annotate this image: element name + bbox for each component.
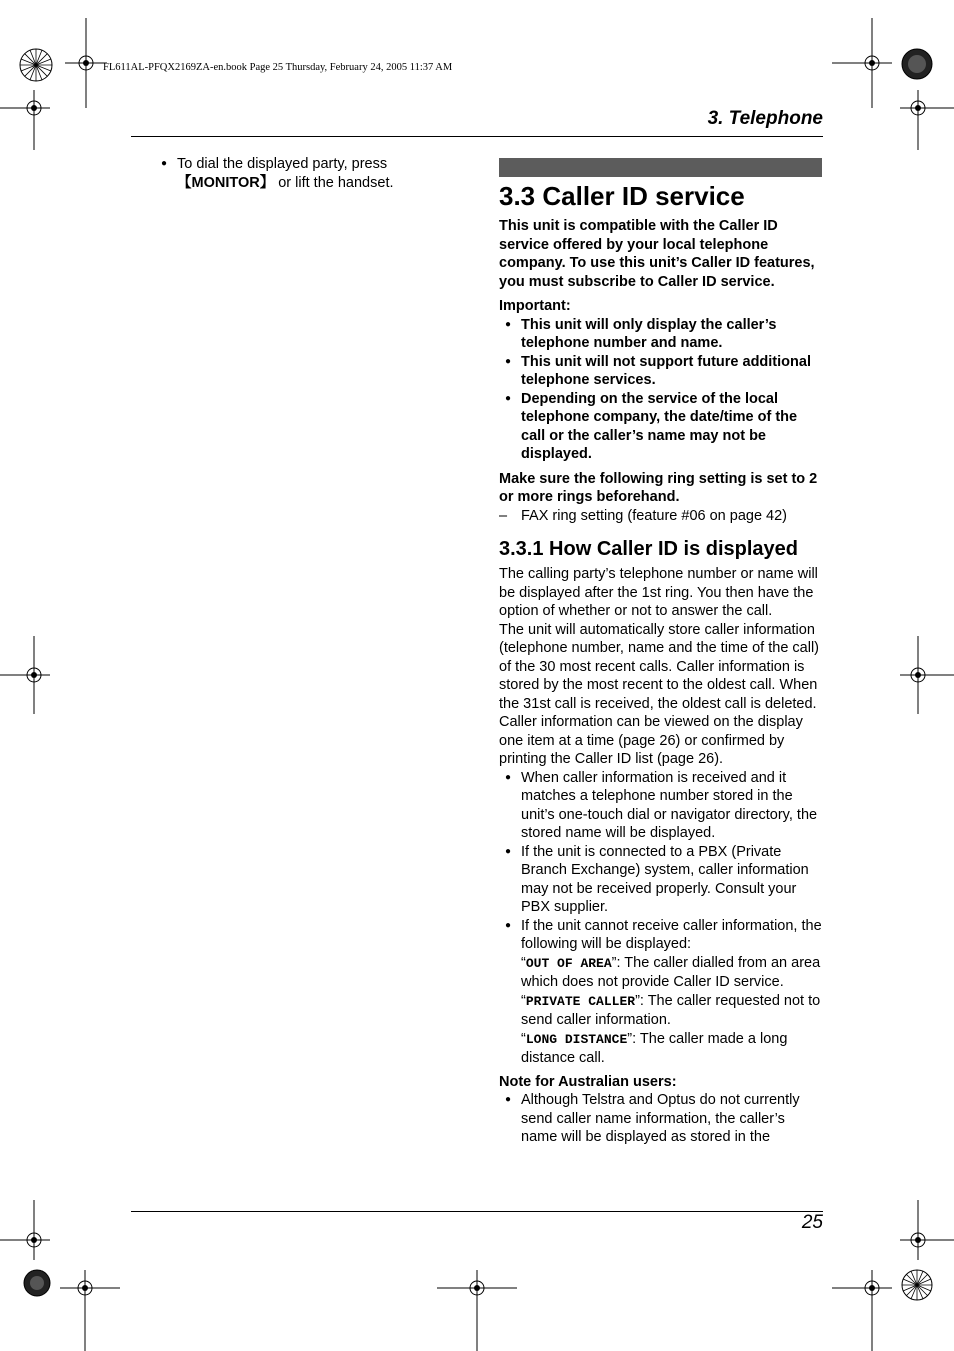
- bullet-icon: ●: [505, 919, 512, 931]
- bullet-icon: ●: [505, 771, 512, 783]
- crosshair-mark-icon: [437, 1270, 517, 1351]
- intro-paragraph: This unit is compatible with the Caller ID service offered by your local telephone company. To use this unit’s Caller ID features, you must subscribe to Caller ID service.: [499, 218, 815, 290]
- header-rule: [131, 136, 823, 137]
- list-item: ● Depending on the service of the local telephone company, the date/time of the call or the caller’s name may not be displayed.: [505, 390, 798, 462]
- crosshair-mark-icon: [0, 1200, 50, 1260]
- crosshair-mark-icon: [832, 18, 892, 108]
- subsection-title: 3.3.1 How Caller ID is displayed: [499, 538, 799, 560]
- list-item-text: or lift the handset.: [274, 174, 394, 191]
- left-column: [161, 155, 411, 192]
- list-item: ● When caller information is received and it matches a telephone number stored in the unit’s one-touch dial or navigator directory, the stored name will be displayed.: [505, 769, 818, 841]
- important-label: Important:: [499, 298, 571, 314]
- crosshair-mark-icon: [900, 90, 954, 150]
- crosshair-mark-icon: [0, 90, 50, 150]
- page-number: 25: [801, 1212, 823, 1233]
- display-code: OUT OF AREA: [525, 955, 612, 971]
- footer-rule: [131, 1211, 823, 1212]
- bullet-icon: ●: [505, 318, 512, 330]
- crosshair-mark-icon: [900, 636, 954, 714]
- display-message: “OUT OF AREA”: The caller dialled from an area which does not provide Caller ID service.: [521, 954, 821, 990]
- display-message: “PRIVATE CALLER”: The caller requested not to send caller information.: [521, 992, 821, 1028]
- list-item: ● This unit will not support future additional telephone services.: [505, 353, 811, 388]
- registration-mark-icon: [900, 1268, 934, 1302]
- display-notes-list: [499, 769, 823, 1068]
- registration-mark-icon: [18, 47, 54, 83]
- list-item: ● This unit will only display the caller’s telephone number and name.: [505, 316, 777, 351]
- dash-item: – FAX ring setting (feature #06 on page 42): [499, 507, 788, 524]
- section-header: 3. Telephone: [707, 108, 823, 129]
- list-item: [161, 155, 411, 192]
- body-paragraph: Caller information can be viewed on the display one item at a time (page 26) or confirmed by printing the Caller ID list (page 26).: [499, 714, 803, 767]
- crosshair-mark-icon: [832, 1270, 892, 1351]
- display-code: LONG DISTANCE: [525, 1031, 628, 1047]
- list-item-text: To dial the displayed party, press: [177, 156, 388, 172]
- important-list: [499, 316, 823, 464]
- au-note-list: [499, 1091, 823, 1147]
- display-code: PRIVATE CALLER: [525, 993, 636, 1009]
- crosshair-mark-icon: [900, 1200, 954, 1260]
- registration-mark-icon: [22, 1268, 52, 1298]
- dash-icon: –: [499, 507, 508, 524]
- list-item: ● Although Telstra and Optus do not currently send caller name information, the caller’s name will be displayed as stored in the: [505, 1092, 800, 1145]
- list-item: ● If the unit cannot receive caller information, the following will be displayed: “OUT OF AREA”: The caller dialled from an area which does not provide Caller ID service. “PRIVATE CALLER”: The caller requested not to send caller information. “LONG DISTANCE”: The caller made a long distance call.: [505, 917, 822, 1066]
- au-note-label: Note for Australian users:: [499, 1073, 677, 1090]
- crosshair-mark-icon: [60, 1270, 120, 1351]
- bullet-icon: ●: [505, 355, 512, 367]
- main-column: [499, 158, 823, 1147]
- section-bar: [499, 158, 822, 177]
- display-message: “LONG DISTANCE”: The caller made a long distance call.: [521, 1030, 788, 1066]
- bullet-icon: ●: [505, 845, 512, 857]
- monitor-key-label: 【MONITOR】: [177, 174, 275, 191]
- ring-setting-note: Make sure the following ring setting is set to 2 or more rings beforehand.: [499, 470, 818, 505]
- crosshair-mark-icon: [0, 636, 50, 714]
- printer-info: FL611AL-PFQX2169ZA-en.book Page 25 Thursday, February 24, 2005 11:37 AM: [103, 62, 453, 73]
- bullet-icon: ●: [161, 158, 168, 169]
- page-title: 3.3 Caller ID service: [499, 181, 745, 211]
- crosshair-mark-icon: [65, 18, 107, 108]
- bullet-icon: ●: [505, 392, 512, 404]
- registration-mark-icon: [900, 47, 934, 81]
- body-paragraph: The unit will automatically store caller information (telephone number, name and the time of the call) of the 30 most recent calls. Caller information is stored by the most recent to the oldest call. When the 31st call is received, the oldest call is deleted.: [499, 621, 819, 712]
- body-paragraph: The calling party’s telephone number or name will be displayed after the 1st ring. You then have the option of whether or not to answer the call.: [499, 566, 818, 619]
- list-item: ● If the unit is connected to a PBX (Private Branch Exchange) system, caller information may not be received properly. Consult your PBX supplier.: [505, 843, 809, 915]
- bullet-icon: ●: [505, 1094, 512, 1105]
